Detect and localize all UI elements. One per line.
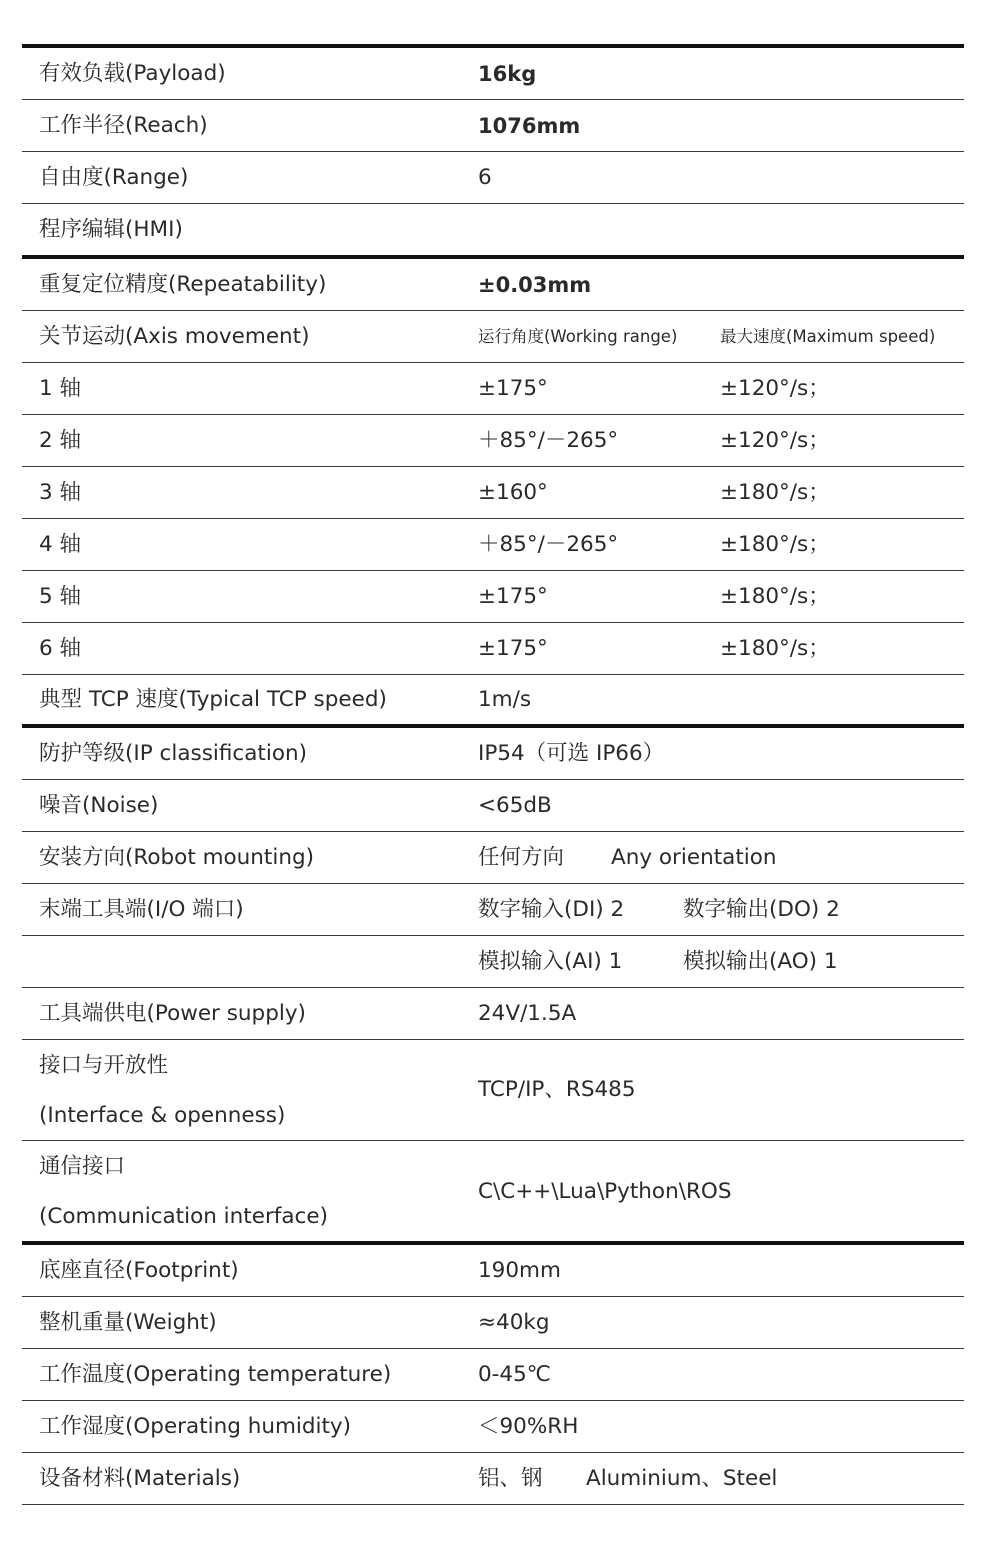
spec-label: 工作湿度(Operating humidity): [39, 1414, 352, 1439]
spec-row-temperature: [22, 1349, 964, 1401]
axis-row: [22, 519, 964, 571]
spec-row-payload: [22, 48, 964, 100]
spec-value: 190mm: [478, 1258, 561, 1283]
spec-row-mounting: [22, 832, 964, 884]
spec-label: 程序编辑(HMI): [39, 217, 183, 242]
axis-label: 3 轴: [39, 480, 82, 505]
spec-value: 1076mm: [478, 114, 581, 138]
spec-value: 6: [478, 165, 492, 190]
spec-label: 接口与开放性: [39, 1053, 169, 1078]
spec-value: ±0.03mm: [478, 273, 592, 297]
spec-value-en: Any orientation: [611, 845, 777, 870]
spec-value-en: Aluminium、Steel: [586, 1466, 778, 1491]
io-ai: 模拟输入(AI) 1: [478, 949, 623, 974]
axis-speed: ±180°/s；: [720, 636, 830, 661]
spec-label: 安装方向(Robot mounting): [39, 845, 314, 870]
spec-value: TCP/IP、RS485: [478, 1077, 636, 1102]
spec-row-weight: [22, 1297, 964, 1349]
spec-label: 防护等级(IP classification): [39, 741, 307, 766]
axis-label: 5 轴: [39, 584, 82, 609]
spec-row-interface: [22, 1040, 964, 1141]
spec-row-io: [22, 884, 964, 936]
spec-label: 自由度(Range): [39, 165, 189, 190]
io-di: 数字输入(DI) 2: [478, 897, 625, 922]
axis-range: ＋85°/－265°: [478, 428, 619, 453]
spec-row-power: [22, 988, 964, 1040]
axis-row: [22, 571, 964, 623]
spec-row-repeatability: [22, 259, 964, 311]
spec-label: 工作半径(Reach): [39, 113, 208, 138]
spec-row-range: [22, 152, 964, 204]
axis-range: ±175°: [478, 584, 548, 609]
axis-speed: ±120°/s；: [720, 376, 830, 401]
spec-value: ＜90%RH: [478, 1414, 579, 1439]
axis-speed: ±180°/s；: [720, 480, 830, 505]
spec-label: 工具端供电(Power supply): [39, 1001, 306, 1026]
spec-row-materials: [22, 1453, 964, 1505]
working-range-header: 运行角度(Working range): [478, 327, 678, 346]
spec-label: 有效负载(Payload): [39, 61, 226, 86]
io-ao: 模拟输出(AO) 1: [683, 949, 838, 974]
spec-row-noise: [22, 780, 964, 832]
spec-label: 设备材料(Materials): [39, 1466, 241, 1491]
axis-label: 4 轴: [39, 532, 82, 557]
axis-speed: ±120°/s；: [720, 428, 830, 453]
spec-value: C\C++\Lua\Python\ROS: [478, 1179, 732, 1204]
spec-row-humidity: [22, 1401, 964, 1453]
spec-value: 1m/s: [478, 687, 532, 712]
spec-label: 重复定位精度(Repeatability): [39, 272, 327, 297]
axis-row: [22, 467, 964, 519]
spec-label-en: (Interface & openness): [39, 1103, 286, 1128]
spec-label: 整机重量(Weight): [39, 1310, 217, 1335]
spec-row-comm: [22, 1141, 964, 1242]
axis-label: 1 轴: [39, 376, 82, 401]
spec-row-axis-movement: [22, 311, 964, 363]
axis-range: ±175°: [478, 636, 548, 661]
spec-value-cn: 铝、钢: [478, 1466, 543, 1491]
spec-label: 工作温度(Operating temperature): [39, 1362, 392, 1387]
axis-speed: ±180°/s；: [720, 584, 830, 609]
spec-row-reach: [22, 100, 964, 152]
spec-row-hmi: [22, 204, 964, 256]
spec-value: ≈40kg: [478, 1310, 550, 1335]
spec-value-cn: 任何方向: [478, 845, 565, 870]
spec-value: <65dB: [478, 793, 552, 818]
axis-row: [22, 623, 964, 675]
axis-range: ±175°: [478, 376, 548, 401]
spec-label: 典型 TCP 速度(Typical TCP speed): [39, 687, 387, 712]
spec-row-footprint: [22, 1245, 964, 1297]
spec-label: 末端工具端(I/O 端口): [39, 897, 244, 922]
spec-label: 通信接口: [39, 1154, 126, 1179]
max-speed-header: 最大速度(Maximum speed): [720, 327, 936, 346]
spec-label: 底座直径(Footprint): [39, 1258, 239, 1283]
axis-range: ±160°: [478, 480, 548, 505]
spec-row-ip: [22, 728, 964, 780]
spec-label: 关节运动(Axis movement): [39, 324, 310, 349]
spec-value: 16kg: [478, 62, 537, 86]
axis-row: [22, 363, 964, 415]
axis-row: [22, 415, 964, 467]
spec-row-tcp-speed: [22, 675, 964, 725]
axis-speed: ±180°/s；: [720, 532, 830, 557]
spec-value: 0-45℃: [478, 1362, 551, 1387]
axis-range: ＋85°/－265°: [478, 532, 619, 557]
io-do: 数字输出(DO) 2: [683, 897, 840, 922]
spec-row-io-analog: [22, 936, 964, 988]
spec-value: 24V/1.5A: [478, 1001, 577, 1026]
spec-label-en: (Communication interface): [39, 1204, 328, 1229]
spec-label: 噪音(Noise): [39, 793, 159, 818]
spec-value: IP54（可选 IP66）: [478, 741, 665, 766]
axis-label: 6 轴: [39, 636, 82, 661]
axis-label: 2 轴: [39, 428, 82, 453]
